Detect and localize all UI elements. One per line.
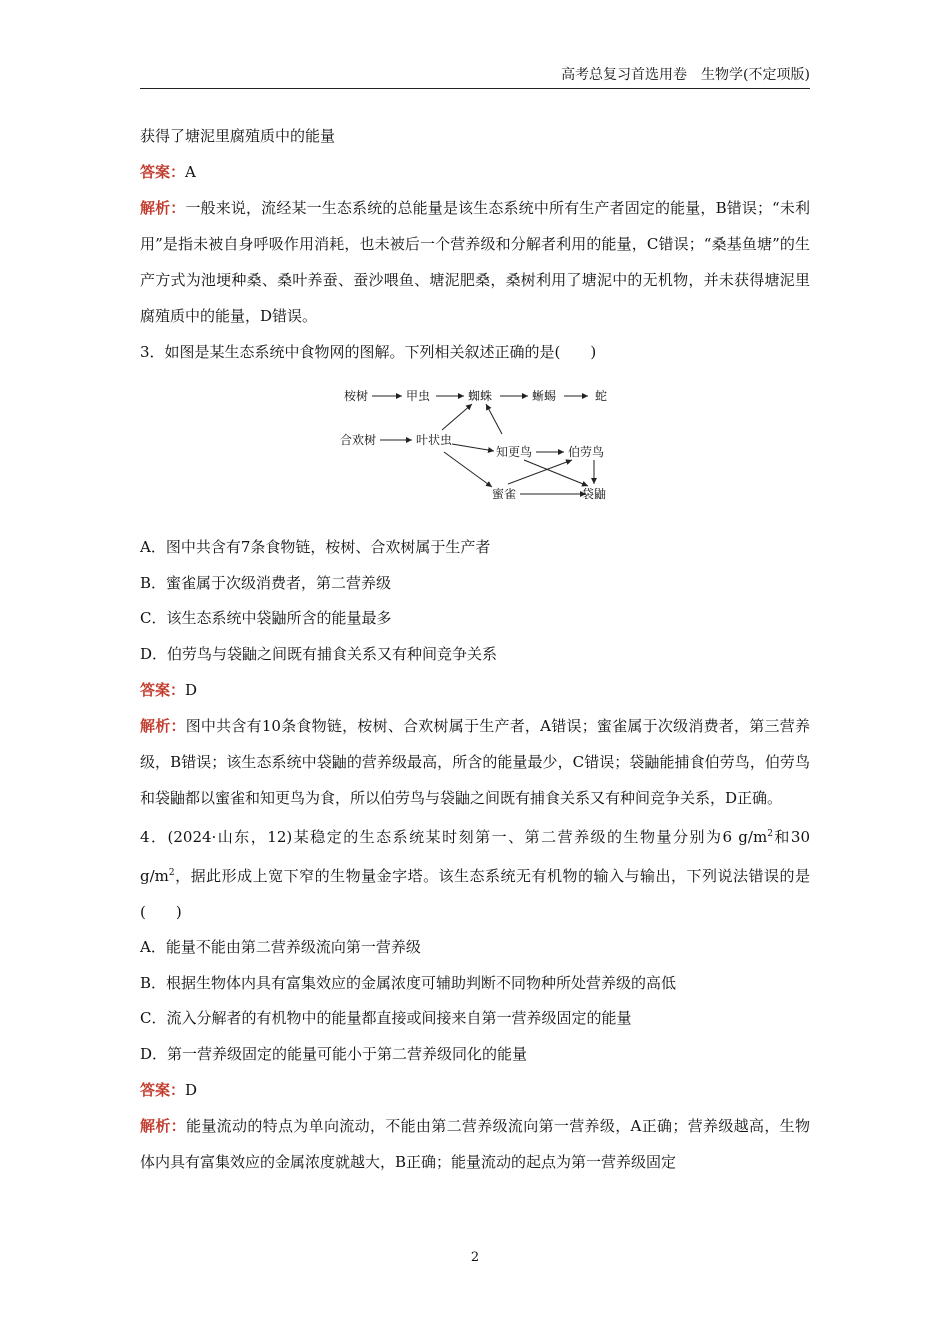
page-content [140,118,810,1180]
q4-stem [140,816,810,930]
node-eucalyptus: 桉树 [344,389,369,403]
q4-stem-part-c: ，据此形成上宽下窄的生物量金字塔。该生态系统无有机物的输入与输出，下列说法错误的是( ) [140,867,810,921]
node-acacia: 合欢树 [340,433,377,447]
arrow-robin-quoll [524,460,588,486]
answer-value: D [185,681,198,699]
answer-label: 答案： [140,681,186,699]
arrow-leafbug-robin [452,444,494,451]
node-snake: 蛇 [595,389,608,403]
q4-stem-part-b: 和30 g/m [140,828,810,885]
q3-answer [140,672,810,708]
analysis-label: 解析： [140,1117,186,1135]
node-quoll: 袋鼬 [582,487,607,501]
page-header [140,62,810,89]
arrow-honeyeater-shrike [508,460,572,484]
analysis-label: 解析： [140,717,186,735]
analysis-label: 解析： [140,199,186,217]
answer-value: A [185,163,196,181]
arrow-leafbug-spider [442,404,472,430]
q3-option-c: C．该生态系统中袋鼬所含的能量最多 [140,609,392,627]
node-shrike: 伯劳鸟 [568,445,605,459]
node-leaf-bug: 叶状虫 [416,433,453,447]
q4-option-d: D．第一营养级固定的能量可能小于第二营养级同化的能量 [140,1044,528,1063]
answer-label: 答案： [140,1081,186,1099]
q3-stem: 3．如图是某生态系统中食物网的图解。下列相关叙述正确的是( ) [140,343,597,361]
node-honeyeater: 蜜雀 [492,487,517,501]
node-spider: 蜘蛛 [468,389,493,403]
analysis-text: 一般来说，流经某一生态系统的总能量是该生态系统中所有生产者固定的能量，B错误；“未利用”是指未被自身呼吸作用消耗，也未被后一个营养级和分解者利用的能量，C错误；“桑基鱼塘”的生产方式为池埂种桑、桑叶养蚕、蚕沙喂鱼、塘泥肥桑，桑树利用了塘泥中的无机物，并未获得塘泥里腐殖质中的能量，D错误。 [140,199,810,325]
q4-option-c: C．流入分解者的有机物中的能量都直接或间接来自第一营养级固定的能量 [140,1009,632,1027]
q4-option-b: B．根据生物体内具有富集效应的金属浓度可辅助判断不同物种所处营养级的高低 [140,973,677,992]
analysis-text: 图中共含有10条食物链，桉树、合欢树属于生产者，A错误；蜜雀属于次级消费者，第三营养级，B错误；该生态系统中袋鼬的营养级最高，所含的能量最少，C错误；袋鼬能捕食伯劳鸟，伯劳鸟和袋鼬都以蜜雀和知更鸟为食，所以伯劳鸟与袋鼬之间既有捕食关系又有种间竞争关系，D正确。 [140,717,810,807]
analysis-text: 能量流动的特点为单向流动，不能由第二营养级流向第一营养级，A正确；营养级越高，生物体内具有富集效应的金属浓度就越大，B正确；能量流动的起点为第一营养级固定 [140,1117,810,1171]
page-number: 2 [470,1250,480,1265]
q2-analysis [140,190,810,334]
q4-stem-part-a: 4．(2024·山东，12)某稳定的生态系统某时刻第一、第二营养级的生物量分别为6 g/m [140,828,768,846]
answer-label: 答案： [140,163,186,181]
food-web-diagram [140,372,810,520]
q4-analysis [140,1108,810,1180]
q3-analysis [140,708,810,816]
q3-option-d: D．伯劳鸟与袋鼬之间既有捕食关系又有种间竞争关系 [140,644,498,663]
q3-option-a: A．图中共含有7条食物链，桉树、合欢树属于生产者 [140,538,491,556]
superscript: 2 [767,829,773,839]
node-robin: 知更鸟 [496,445,533,459]
arrow-leafbug-honeyeater [444,452,492,487]
arrow-robin-spider [486,404,502,434]
intro-tail: 获得了塘泥里腐殖质中的能量 [140,127,336,145]
q3-option-b: B．蜜雀属于次级消费者，第二营养级 [140,573,392,592]
q4-option-a: A．能量不能由第二营养级流向第一营养级 [140,938,421,956]
header-title: 高考总复习首选用卷 生物学(不定项版) [561,67,810,83]
node-beetle: 甲虫 [406,389,431,403]
superscript: 2 [168,868,175,878]
node-lizard: 蜥蜴 [532,389,557,403]
q4-answer [140,1072,810,1108]
answer-value: D [185,1081,198,1099]
q2-answer [140,154,810,190]
